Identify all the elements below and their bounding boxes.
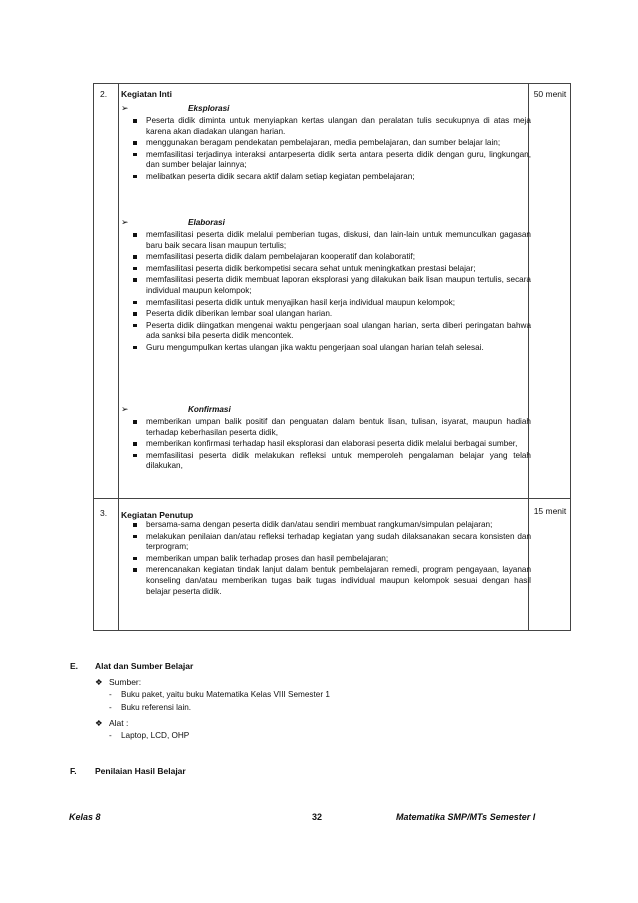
alat-label: Alat : <box>109 718 129 728</box>
section-title: Elaborasi <box>188 218 225 227</box>
page-number: 32 <box>312 812 323 822</box>
section-title: Eksplorasi <box>188 104 230 113</box>
table-divider-col1 <box>118 84 119 630</box>
row-time: 50 menit <box>533 89 567 99</box>
list-item: memfasilitasi peserta didik melalui pemberian tugas, diskusi, dan lain-lain untuk memunculkan gagasan baru baik secara lisan maupun tertulis; <box>131 230 531 251</box>
section-f-letter: F. <box>70 766 77 776</box>
bullet-icon <box>133 568 137 572</box>
list-item: Laptop, LCD, OHP <box>121 731 190 740</box>
list-item: bersama-sama dengan peserta didik dan/atau sendiri membuat rangkuman/simpulan pelajaran; <box>131 520 531 531</box>
bullet-icon <box>133 442 137 446</box>
list-item: memfasilitasi peserta didik melakukan refleksi untuk memperoleh pengalaman belajar yang telah dilakukan, <box>131 451 531 472</box>
activity-table <box>93 83 571 631</box>
bullet-icon <box>133 454 137 458</box>
section-e-title: Alat dan Sumber Belajar <box>95 661 194 671</box>
list-item: Peserta didik diberikan lembar soal ulangan harian. <box>131 309 531 320</box>
bullet-icon <box>133 153 137 157</box>
list-item: menggunakan beragam pendekatan pembelajaran, media pembelajaran, dan sumber belajar lain; <box>131 138 531 149</box>
sumber-label: Sumber: <box>109 677 142 687</box>
bullet-icon <box>133 267 137 271</box>
list-item: memfasilitasi terjadinya interaksi antarpeserta didik serta antara peserta didik dengan guru, lingkungan, dan sumber belajar lainnya; <box>131 150 531 171</box>
bullet-icon <box>133 233 137 237</box>
list-item: memberikan umpan balik terhadap proses dan hasil pembelajaran; <box>131 554 531 565</box>
bullet-icon <box>133 420 137 424</box>
bullet-icon <box>133 312 137 316</box>
list-item: melibatkan peserta didik secara aktif dalam setiap kegiatan pembelajaran; <box>131 172 531 183</box>
row-number: 3. <box>100 508 108 518</box>
bullet-icon <box>133 141 137 145</box>
section-f-title: Penilaian Hasil Belajar <box>95 766 186 776</box>
arrow-icon: ➢ <box>121 103 129 113</box>
list-item: memfasilitasi peserta didik dalam pembelajaran kooperatif dan kolaboratif; <box>131 252 531 263</box>
bullet-icon <box>133 346 137 350</box>
bullet-icon <box>133 535 137 539</box>
bullet-icon <box>133 557 137 561</box>
list-item: memberikan umpan balik positif dan penguatan dalam bentuk lisan, tulisan, isyarat, maupun hadiah terhadap keberhasilan peserta didik, <box>131 417 531 438</box>
list-item: memfasilitasi peserta didik berkompetisi secara sehat untuk meningkatkan prestasi belajar; <box>131 264 531 275</box>
list-item: Buku paket, yaitu buku Matematika Kelas VIII Semester 1 <box>121 690 330 699</box>
list-item: merencanakan kegiatan tindak lanjut dalam bentuk pembelajaran remedi, program pengayaan, layanan konseling dan/atau memberikan tugas baik tugas individual maupun kelompok sesuai dengan hasil belajar peserta didik. <box>131 565 531 597</box>
section-elaborasi <box>121 217 531 355</box>
list-item: Buku referensi lain. <box>121 703 192 712</box>
list-item: memberikan konfirmasi terhadap hasil eksplorasi dan elaborasi peserta didik melalui berbagai sumber, <box>131 439 531 450</box>
footer-subject: Matematika SMP/MTs Semester I <box>396 812 536 822</box>
dash-icon: - <box>109 690 112 699</box>
footer-class: Kelas 8 <box>69 812 101 822</box>
table-divider-row <box>94 498 570 499</box>
bullet-icon <box>133 301 137 305</box>
row-number: 2. <box>100 89 108 99</box>
bullet-icon <box>133 119 137 123</box>
section-penutup <box>121 520 531 598</box>
list-item: memfasilitasi peserta didik membuat laporan eksplorasi yang dilakukan baik lisan maupun tertulis, secara individual maupun kelompok; <box>131 275 531 296</box>
diamond-bullet-icon: ❖ <box>95 677 103 687</box>
diamond-bullet-icon: ❖ <box>95 718 103 728</box>
dash-icon: - <box>109 703 112 712</box>
section-eksplorasi <box>121 103 531 184</box>
arrow-icon: ➢ <box>121 217 129 227</box>
list-item: memfasilitasi peserta didik untuk menyajikan hasil kerja individual maupun kelompok; <box>131 298 531 309</box>
bullet-icon <box>133 175 137 179</box>
list-item: melakukan penilaian dan/atau refleksi terhadap kegiatan yang sudah dilaksanakan secara konsisten dan terprogram; <box>131 532 531 553</box>
section-konfirmasi <box>121 404 531 473</box>
section-e-letter: E. <box>70 661 79 671</box>
list-item: Peserta didik diingatkan mengenai waktu pengerjaan soal ulangan harian, serta diberi peringatan bahwa ada sanksi bila peserta didik mencontek. <box>131 321 531 342</box>
dash-icon: - <box>109 731 112 740</box>
bullet-icon <box>133 324 137 328</box>
row-title: Kegiatan Inti <box>121 89 173 99</box>
arrow-icon: ➢ <box>121 404 129 414</box>
list-item: Guru mengumpulkan kertas ulangan jika waktu pengerjaan soal ulangan harian telah selesai. <box>131 343 531 354</box>
row-title: Kegiatan Penutup <box>121 510 194 520</box>
section-title: Konfirmasi <box>188 405 231 414</box>
bullet-icon <box>133 523 137 527</box>
bullet-icon <box>133 255 137 259</box>
list-item: Peserta didik diminta untuk menyiapkan kertas ulangan dan peralatan tulis secukupnya di atas meja karena akan diadakan ulangan harian. <box>131 116 531 137</box>
bullet-icon <box>133 278 137 282</box>
row-time: 15 menit <box>533 506 567 516</box>
